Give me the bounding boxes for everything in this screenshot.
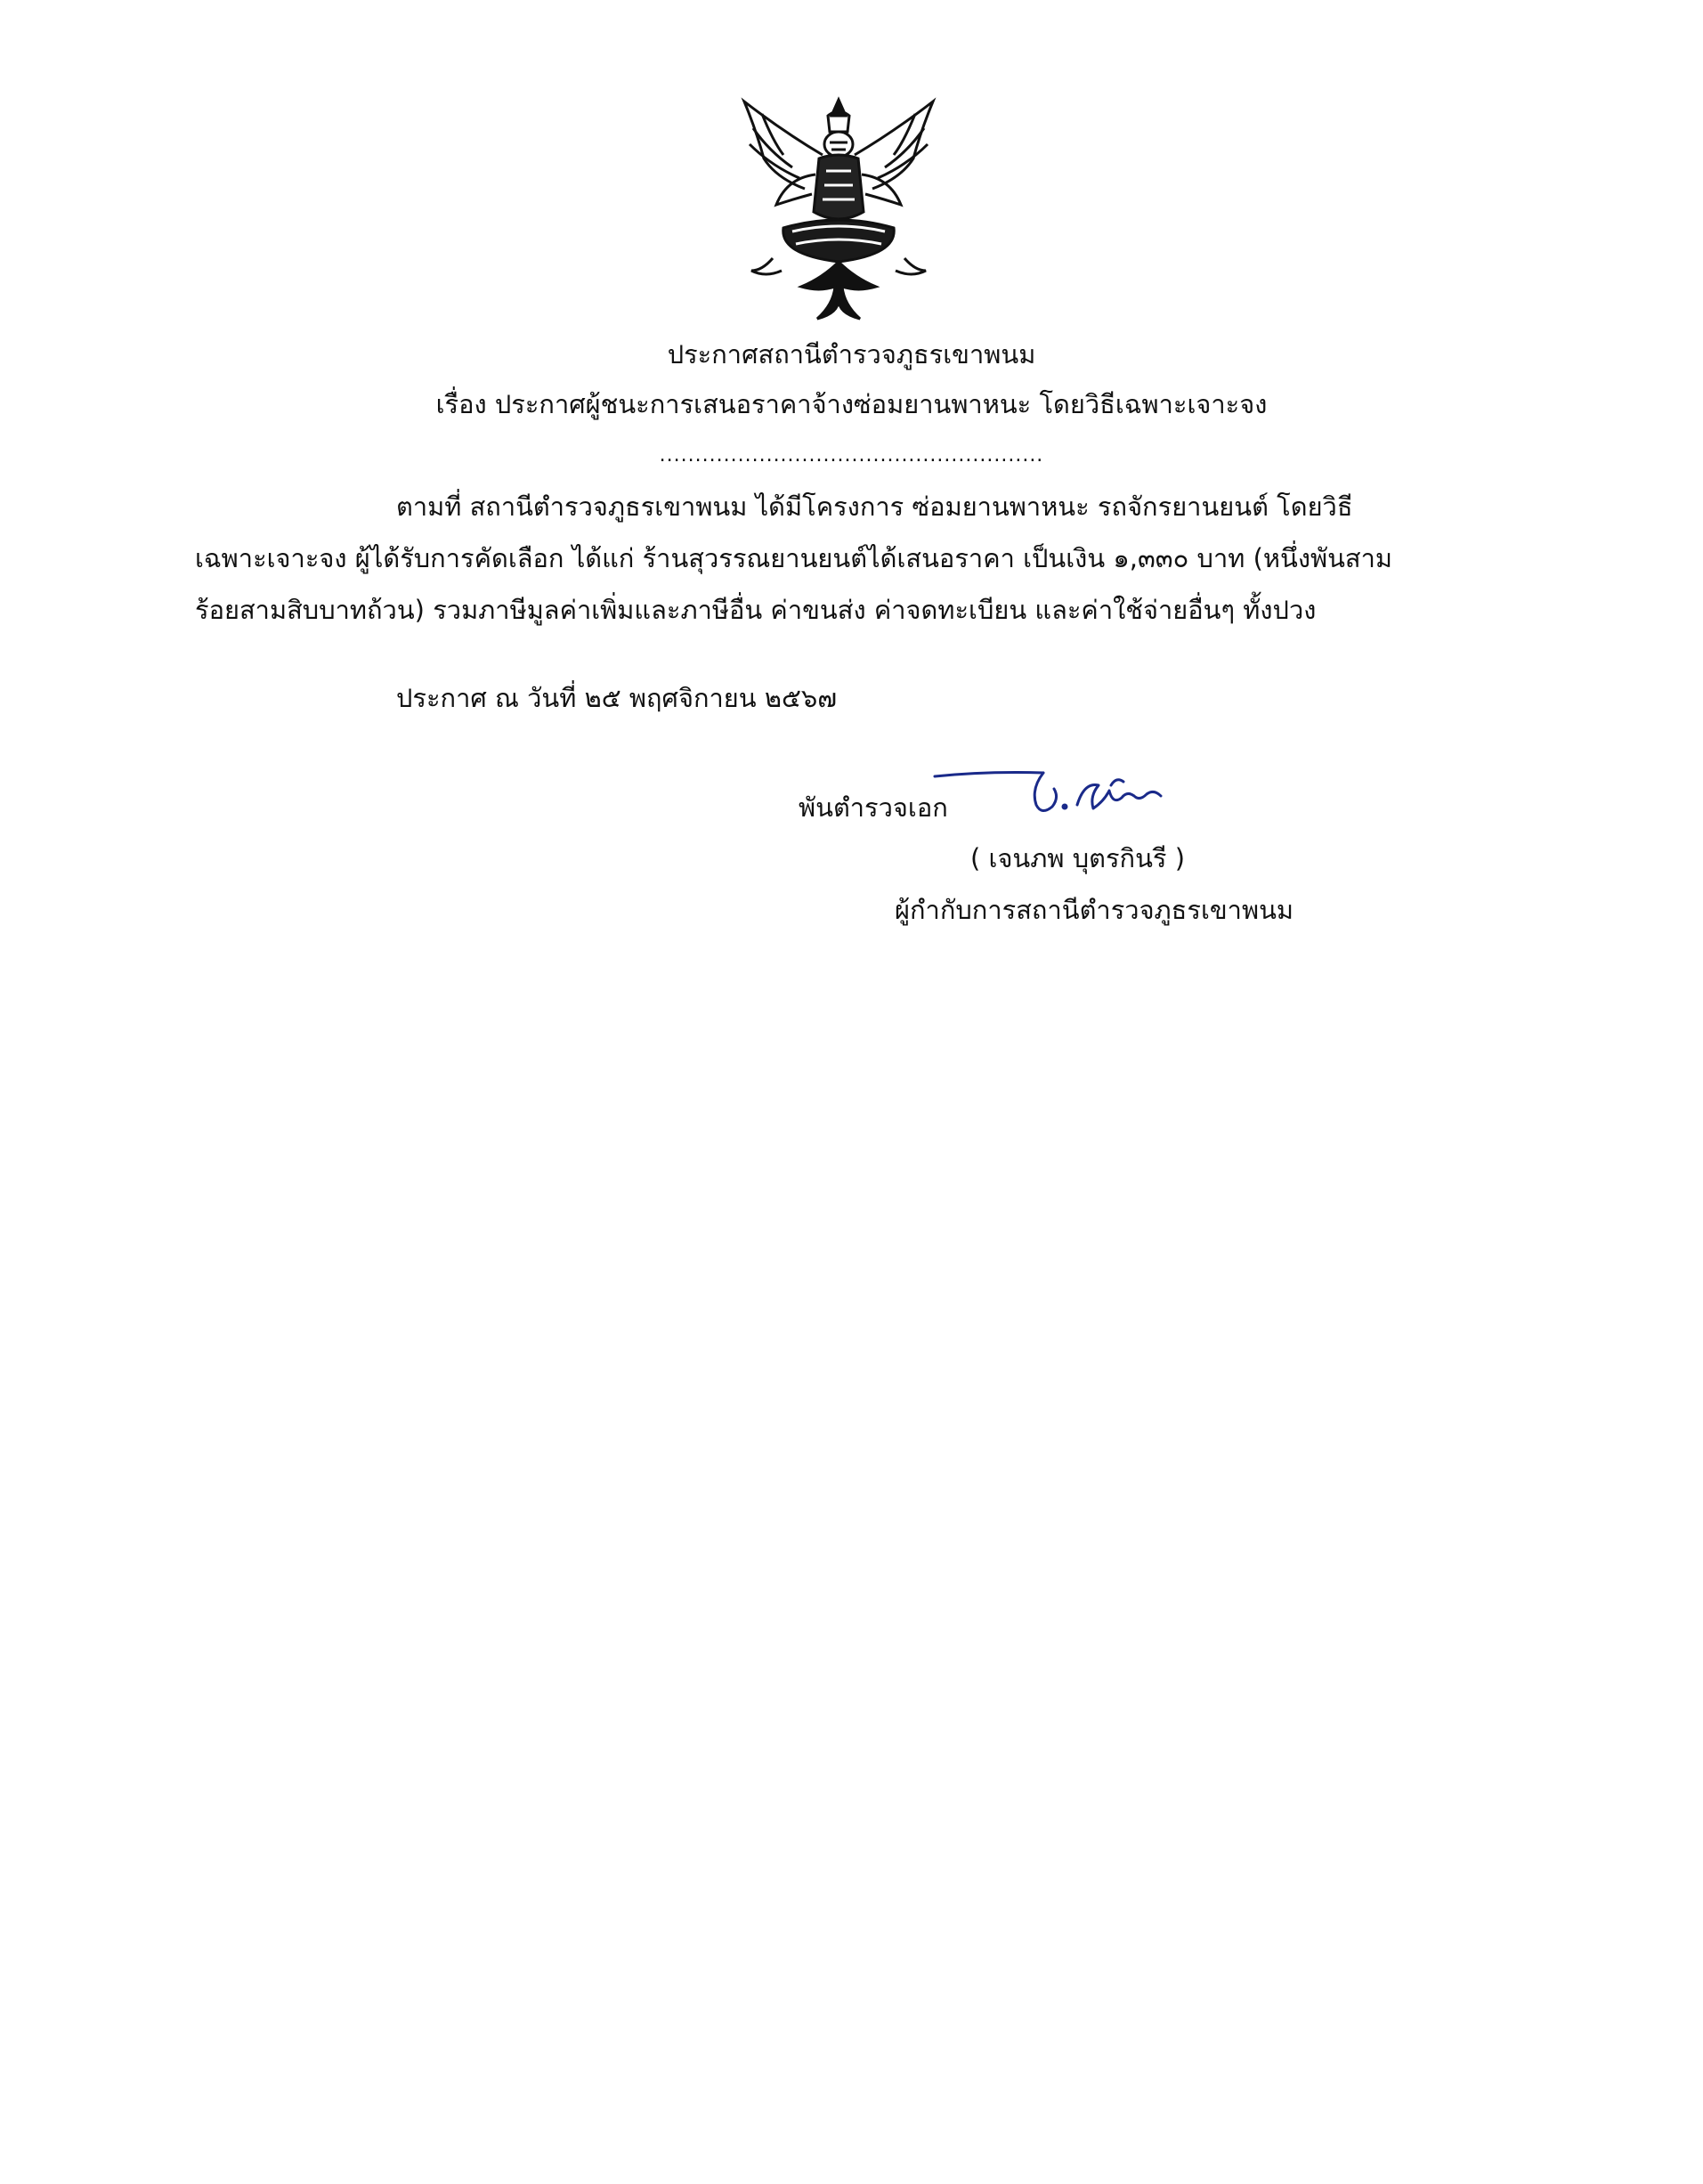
announcement-date: ประกาศ ณ วันที่ ๒๕ พฤศจิกายน ๒๕๖๗ <box>396 683 838 713</box>
body-line-1: ตามที่ สถานีตำรวจภูธรเขาพนม ได้มีโครงการ ซ่อมยานพาหนะ รถจักรยานยนต์ โดยวิธี <box>396 491 1353 522</box>
handwritten-signature <box>933 766 1191 837</box>
signatory-position: ผู้กำกับการสถานีตำรวจภูธรเขาพนม <box>895 895 1294 925</box>
signatory-rank: พันตำรวจเอก <box>799 792 948 823</box>
garuda-emblem-icon <box>730 96 948 329</box>
body-paragraph <box>195 481 1504 636</box>
document-title: ประกาศสถานีตำรวจภูธรเขาพนม <box>667 339 1036 369</box>
body-line-2: เฉพาะเจาะจง ผู้ได้รับการคัดเลือก ได้แก่ ร้านสุวรรณยานยนต์ได้เสนอราคา เป็นเงิน ๑,๓๓๐ บาท (หนึ่งพันสาม <box>195 543 1393 573</box>
body-line-3: ร้อยสามสิบบาทถ้วน) รวมภาษีมูลค่าเพิ่มและภาษีอื่น ค่าขนส่ง ค่าจดทะเบียน และค่าใช้จ่ายอื่นๆ ทั้งปวง <box>195 595 1317 625</box>
signatory-name: ( เจนภพ บุตรกินรี ) <box>970 843 1186 873</box>
document-subject: เรื่อง ประกาศผู้ชนะการเสนอราคาจ้างซ่อมยานพาหนะ โดยวิธีเฉพาะเจาะจง <box>435 389 1268 419</box>
separator-dots: ...................................................... <box>659 444 1044 467</box>
